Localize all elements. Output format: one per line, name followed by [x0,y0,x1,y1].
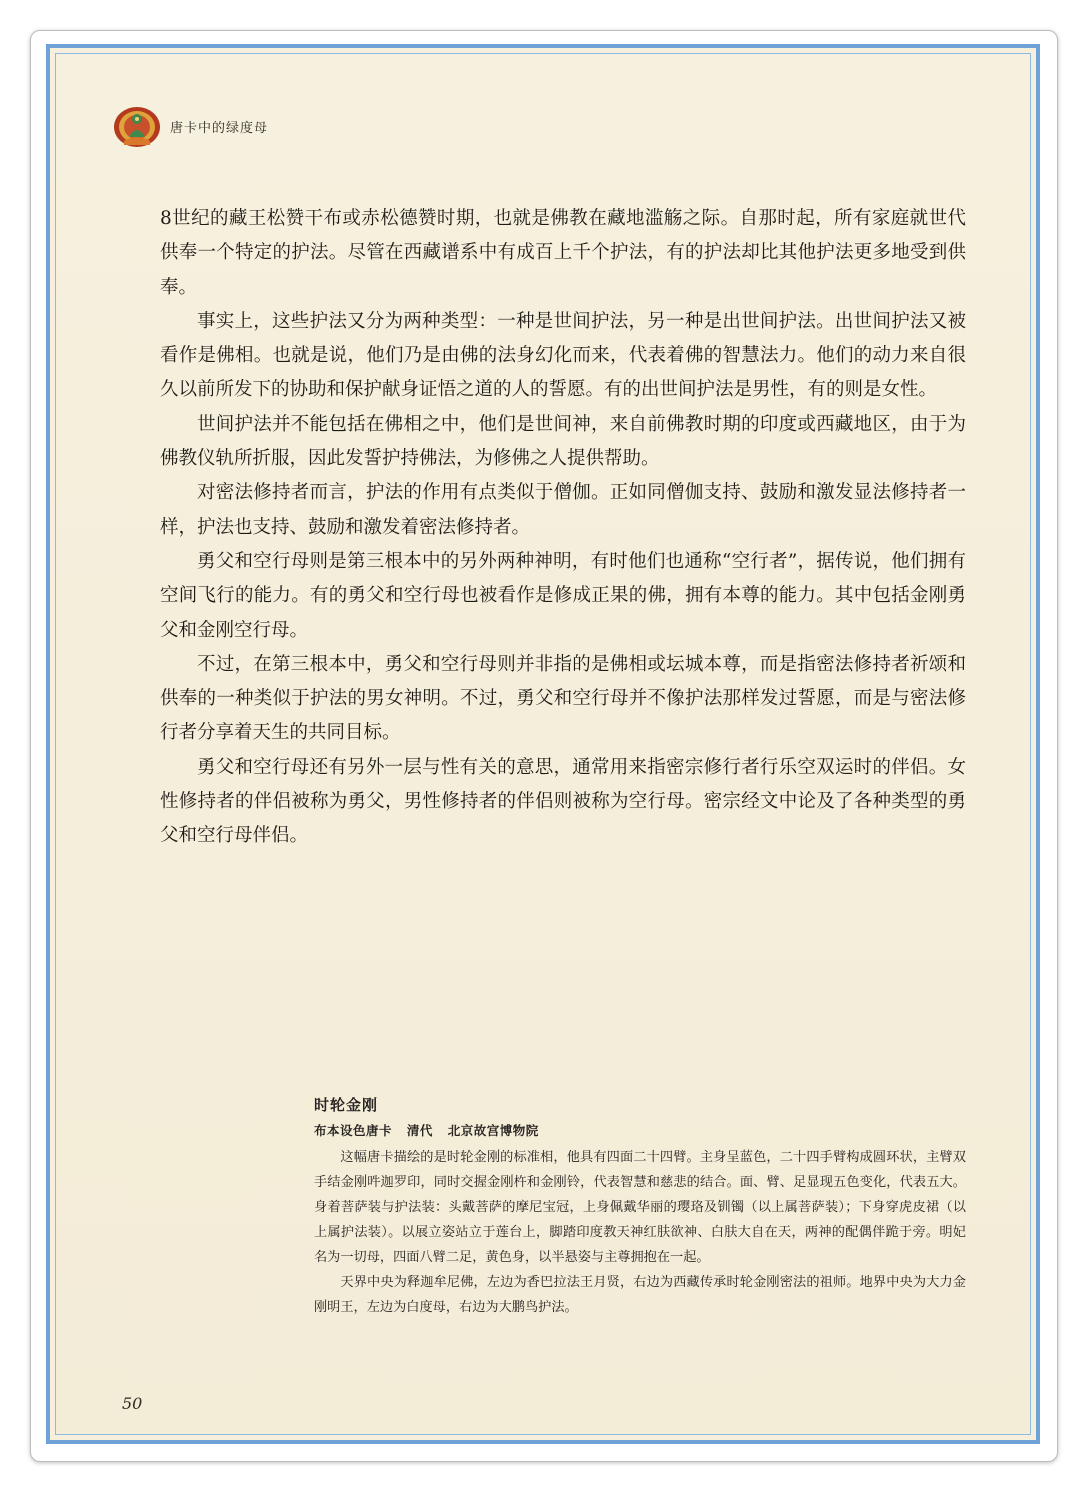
caption-subtitle [314,1121,966,1139]
caption-title: 时轮金刚 [314,1096,379,1114]
figure-caption [314,1094,966,1320]
running-header [112,104,268,148]
main-text [160,202,966,854]
caption-period: 清代 [406,1123,433,1138]
caption-medium: 布本设色唐卡 [314,1123,393,1138]
caption-paragraph: 天界中央为释迦牟尼佛，左边为香巴拉法王月贤，右边为西藏传承时轮金刚密法的祖师。地界中央为大力金刚明王，左边为白度母，右边为大鹏鸟护法。 [314,1275,966,1315]
paragraph: 勇父和空行母还有另外一层与性有关的意思，通常用来指密宗修行者行乐空双运时的伴侣。女性修持者的伴侣被称为勇父，男性修持者的伴侣则被称为空行母。密宗经文中论及了各种类型的勇父和空行母伴侣。 [160,756,966,847]
paragraph: 不过，在第三根本中，勇父和空行母则并非指的是佛相或坛城本尊，而是指密法修持者祈颂和供奉的一种类似于护法的男女神明。不过，勇父和空行母并不像护法那样发过誓愿，而是与密法修行者分享着天生的共同目标。 [160,653,966,744]
page-blue-border [46,44,1040,1444]
paragraph: 世间护法并不能包括在佛相之中，他们是世间神，来自前佛教时期的印度或西藏地区，由于为佛教仪轨所折服，因此发誓护持佛法，为修佛之人提供帮助。 [160,413,966,470]
caption-paragraph: 这幅唐卡描绘的是时轮金刚的标准相，他具有四面二十四臂。主身呈蓝色，二十四手臂构成圆环状，主臂双手结金刚吽迦罗印，同时交握金刚杵和金刚铃，代表智慧和慈悲的结合。面、臂、足显现五色变化，代表五大。身着菩萨装与护法装：头戴菩萨的摩尼宝冠，上身佩戴华丽的璎珞及钏镯（以上属菩萨装）；下身穿虎皮裙（以上属护法装）。以展立姿站立于莲台上，脚踏印度教天神红肤欲神、白肤大自在天，两神的配偶伴跪于旁。明妃名为一切母，四面八臂二足，黄色身，以半悬姿与主尊拥抱在一起。 [314,1150,966,1265]
paragraph: 勇父和空行母则是第三根本中的另外两种神明，有时他们也通称“空行者”，据传说，他们拥有空间飞行的能力。有的勇父和空行母也被看作是修成正果的佛，拥有本尊的能力。其中包括金刚勇父和金刚空行母。 [160,550,966,641]
paragraph: 事实上，这些护法又分为两种类型：一种是世间护法，另一种是出世间护法。出世间护法又被看作是佛相。也就是说，他们乃是由佛的法身幻化而来，代表着佛的智慧法力。他们的动力来自很久以前所发下的协助和保护献身证悟之道的人的誓愿。有的出世间护法是男性，有的则是女性。 [160,310,966,401]
page-number: 50 [122,1394,143,1413]
paragraph: 对密法修持者而言，护法的作用有点类似于僧伽。正如同僧伽支持、鼓励和激发显法修持者一样，护法也支持、鼓励和激发着密法修持者。 [160,482,966,538]
caption-collection: 北京故宫博物院 [447,1123,539,1138]
thangka-deity-icon [112,103,162,149]
page-paper [55,53,1031,1435]
paragraph: 8世纪的藏王松赞干布或赤松德赞时期，也就是佛教在藏地滥觞之际。自那时起，所有家庭就世代供奉一个特定的护法。尽管在西藏谱系中有成百上千个护法，有的护法却比其他护法更多地受到供奉。 [160,208,966,298]
running-header-title: 唐卡中的绿度母 [170,120,269,136]
